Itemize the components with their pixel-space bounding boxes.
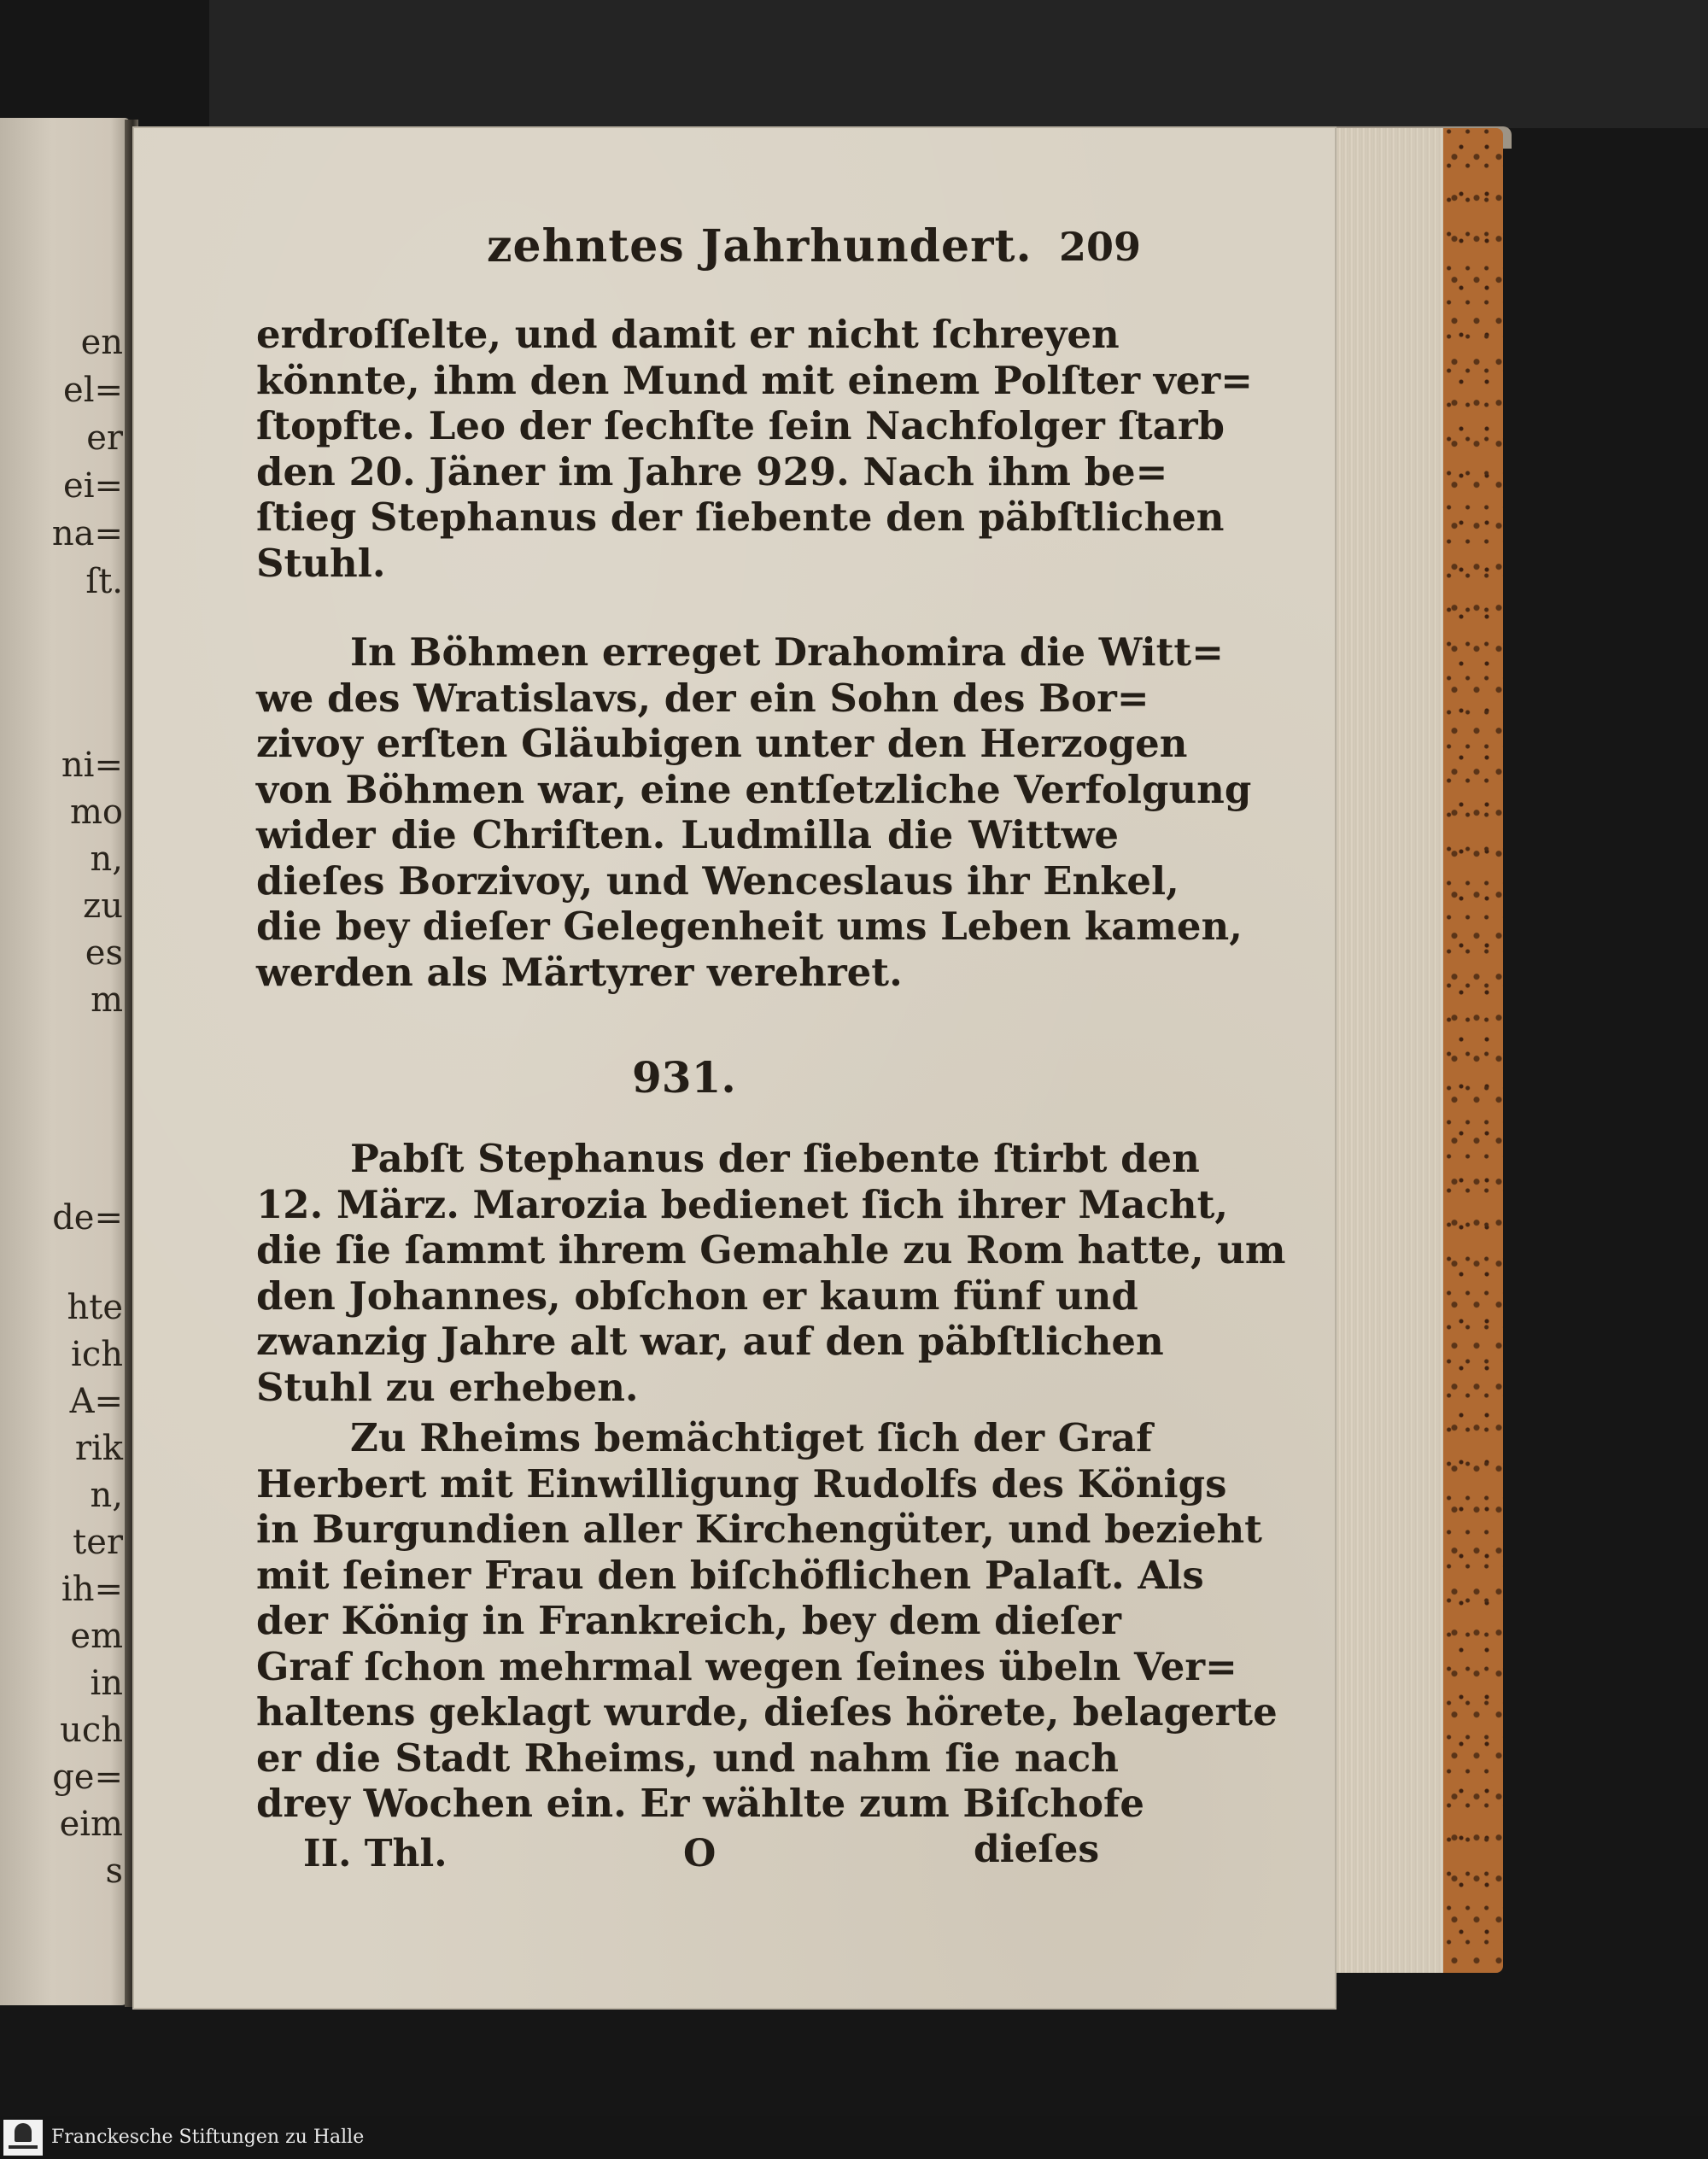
- previous-page-fragment: in: [90, 1664, 123, 1703]
- previous-page-fragment: er: [86, 418, 123, 458]
- paragraph: [256, 629, 1252, 995]
- previous-page-fragment: es: [85, 933, 123, 973]
- book-cover-edge: [1443, 128, 1503, 1973]
- previous-page-fragment: ich: [71, 1335, 123, 1374]
- signature-mark: O: [683, 1832, 717, 1875]
- text-line: erdroſſelte, und damit er nicht ſchreyen: [256, 312, 1120, 357]
- text-line: den 20. Jäner im Jahre 929. Nach ihm be=: [256, 448, 1168, 494]
- previous-page-fragment: mo: [69, 793, 123, 832]
- previous-page-fragment: de=: [52, 1198, 123, 1237]
- paragraph: [256, 312, 1253, 586]
- previous-page-fragment: ei=: [63, 466, 123, 506]
- previous-page-edge: [0, 118, 130, 2005]
- previous-page-fragment: ge=: [52, 1758, 123, 1797]
- previous-page-fragment: eim: [59, 1805, 123, 1844]
- text-line: drey Wochen ein. Er wählte zum Biſchofe: [256, 1781, 1145, 1826]
- text-line: wider die Chriſten. Ludmilla die Wittwe: [256, 812, 1119, 857]
- text-line: die ſie ſammt ihrem Gemahle zu Rom hatte, um: [256, 1227, 1286, 1273]
- text-line: zwanzig Jahre alt war, auf den päbſtlichen: [256, 1319, 1164, 1364]
- previous-page-fragment: rik: [74, 1429, 123, 1468]
- previous-page-fragment: em: [70, 1617, 123, 1656]
- volume-signature: II. Thl.: [303, 1832, 447, 1875]
- text-line: in Burgundien aller Kirchengüter, und bezieht: [256, 1507, 1262, 1552]
- previous-page-fragment: A=: [69, 1382, 123, 1421]
- text-line: ſtopfte. Leo der ſechſte ſein Nachfolger ſtarb: [256, 403, 1225, 448]
- previous-page-fragment: uch: [60, 1711, 123, 1750]
- text-line: haltens geklagt wurde, dieſes hörete, belagerte: [256, 1689, 1278, 1735]
- text-line: Herbert mit Einwilligung Rudolfs des Königs: [256, 1460, 1227, 1507]
- previous-page-fragment: ih=: [61, 1570, 123, 1609]
- previous-page-fragment: n,: [90, 1476, 123, 1515]
- previous-page-fragment: na=: [51, 514, 123, 553]
- previous-page-fragment: ter: [73, 1523, 123, 1562]
- footer-bar: [0, 2116, 1708, 2159]
- year-heading: 931.: [632, 1052, 736, 1103]
- background-panel: [209, 0, 1708, 128]
- text-line: er die Stadt Rheims, und nahm ſie nach: [256, 1735, 1119, 1781]
- previous-page-fragment: m: [91, 980, 123, 1020]
- previous-page-fragment: n,: [90, 840, 123, 879]
- previous-page-fragment: ſt.: [85, 562, 123, 601]
- text-line: den Johannes, obſchon er kaum fünf und: [256, 1273, 1138, 1319]
- paragraph: [256, 1415, 1278, 1827]
- text-line: Zu Rheims bemächtiget ſich der Graf: [350, 1415, 1153, 1460]
- paragraph: [256, 1136, 1286, 1410]
- text-line: könnte, ihm den Mund mit einem Polſter ver=: [256, 357, 1253, 403]
- previous-page-fragment: s: [105, 1852, 123, 1891]
- text-line: ſtieg Stephanus der ſiebente den päbſtlichen: [256, 494, 1225, 540]
- previous-page-fragment: en: [80, 323, 123, 362]
- text-line: zivoy erſten Gläubigen unter den Herzogen: [256, 721, 1188, 766]
- text-line: dieſes Borzivoy, und Wenceslaus ihr Enkel,: [256, 857, 1179, 904]
- page-fore-edge: [1328, 128, 1445, 1973]
- text-line: Stuhl zu erheben.: [256, 1364, 639, 1410]
- previous-page-fragment: ni=: [61, 746, 123, 785]
- institution-logo-icon: [3, 2120, 43, 2156]
- text-line: der König in Frankreich, bey dem dieſer: [256, 1598, 1122, 1643]
- text-line: von Böhmen war, eine entſetzliche Verfolgung: [256, 766, 1252, 812]
- text-line: mit ſeiner Frau den biſchöflichen Palaſt. Als: [256, 1552, 1204, 1598]
- previous-page-fragment: hte: [67, 1288, 123, 1327]
- previous-page-fragment: el=: [63, 371, 123, 410]
- page-number: 209: [1059, 224, 1142, 270]
- text-line: Graf ſchon mehrmal wegen ſeines übeln Ver=: [256, 1643, 1237, 1689]
- text-line: werden als Märtyrer verehret.: [256, 949, 903, 995]
- text-line: Stuhl.: [256, 540, 386, 586]
- text-line: die bey dieſer Gelegenheit ums Leben kamen,: [256, 904, 1243, 949]
- previous-page-fragment: zu: [83, 886, 123, 926]
- text-line: 12. März. Marozia bedienet ſich ihrer Macht,: [256, 1181, 1229, 1227]
- catchword: dieſes: [974, 1828, 1100, 1871]
- text-line: Pabſt Stephanus der ſiebente ſtirbt den: [350, 1136, 1200, 1181]
- text-line: In Böhmen erreget Drahomira die Witt=: [350, 629, 1224, 675]
- text-line: we des Wratislavs, der ein Sohn des Bor=: [256, 675, 1149, 721]
- footer-credit: Franckesche Stiftungen zu Halle: [51, 2127, 365, 2148]
- running-head: zehntes Jahrhundert.: [487, 220, 1032, 272]
